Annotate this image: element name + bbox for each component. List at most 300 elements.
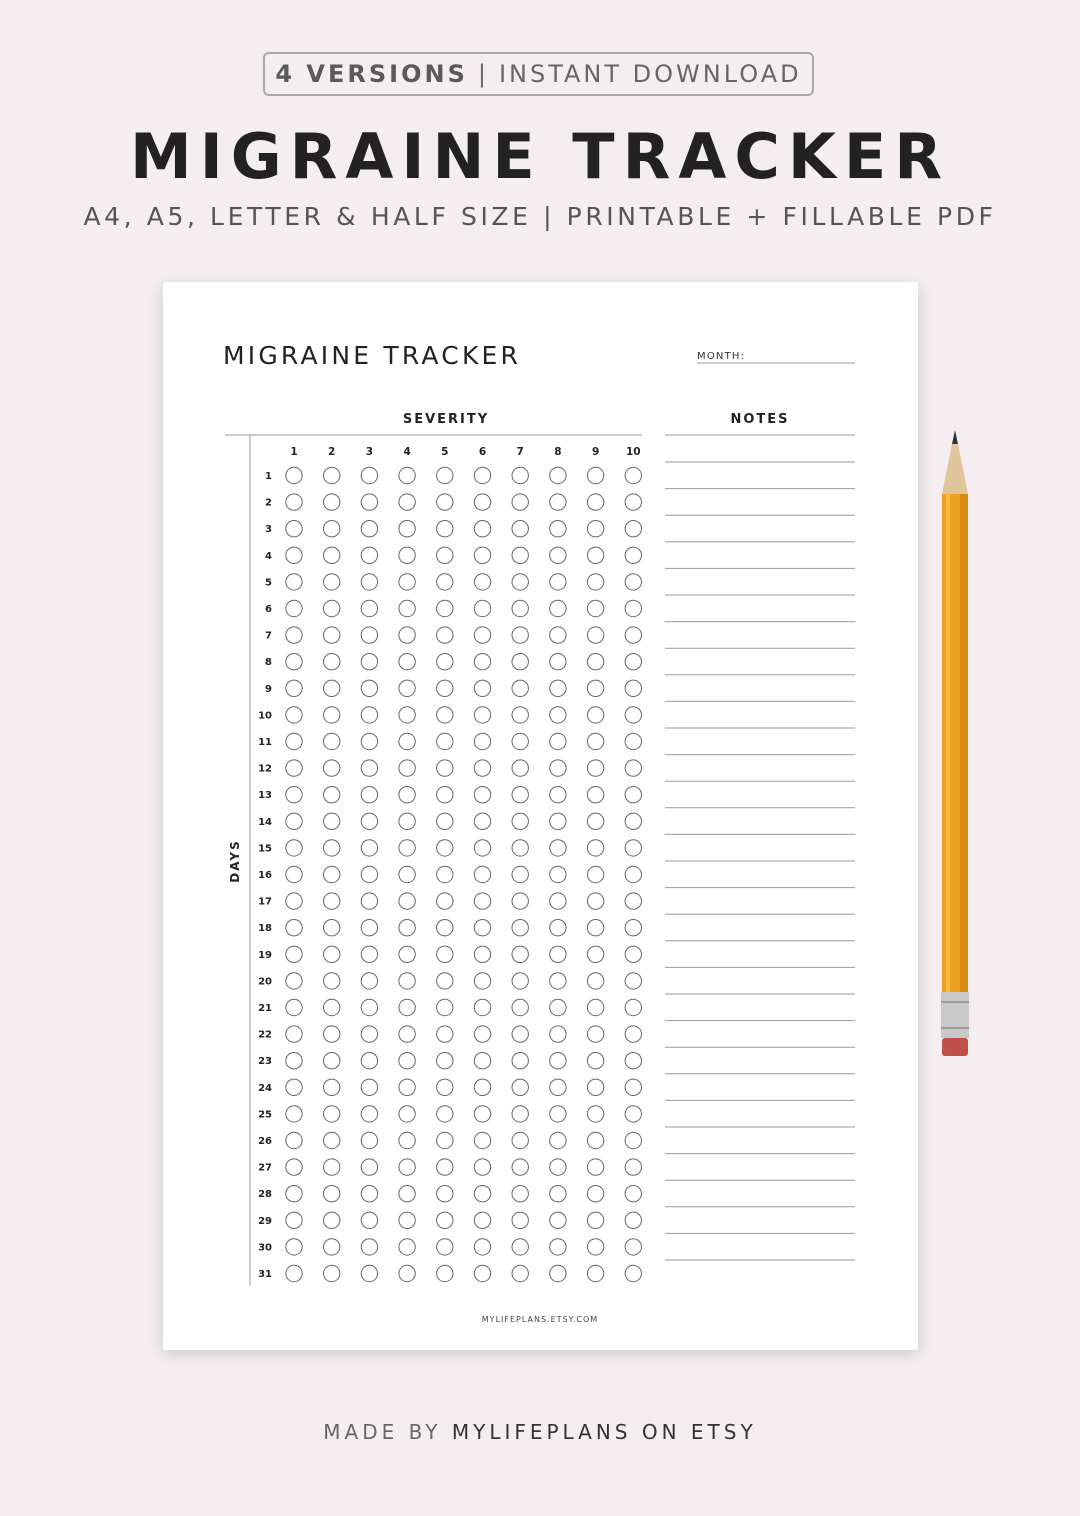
severity-circle[interactable] [587, 627, 603, 643]
severity-circle[interactable] [587, 1079, 603, 1095]
severity-circle[interactable] [587, 733, 603, 749]
severity-circle[interactable] [324, 893, 340, 909]
severity-circle[interactable] [512, 1186, 528, 1202]
severity-circle[interactable] [550, 973, 566, 989]
severity-circle[interactable] [286, 973, 302, 989]
severity-circle[interactable] [286, 574, 302, 590]
severity-circle[interactable] [474, 680, 490, 696]
severity-circle[interactable] [550, 547, 566, 563]
severity-circle[interactable] [399, 547, 415, 563]
severity-circle[interactable] [587, 707, 603, 723]
severity-circle[interactable] [399, 946, 415, 962]
severity-circle[interactable] [399, 1106, 415, 1122]
severity-circle[interactable] [625, 1212, 641, 1228]
severity-circle[interactable] [437, 654, 453, 670]
severity-circle[interactable] [625, 494, 641, 510]
severity-circle[interactable] [550, 999, 566, 1015]
severity-circle[interactable] [437, 1265, 453, 1281]
severity-circle[interactable] [361, 707, 377, 723]
severity-circle[interactable] [625, 946, 641, 962]
severity-circle[interactable] [512, 521, 528, 537]
severity-circle[interactable] [399, 920, 415, 936]
severity-circle[interactable] [286, 999, 302, 1015]
severity-circle[interactable] [587, 1265, 603, 1281]
severity-circle[interactable] [474, 1079, 490, 1095]
severity-circle[interactable] [550, 494, 566, 510]
severity-circle[interactable] [625, 680, 641, 696]
severity-circle[interactable] [361, 1186, 377, 1202]
severity-circle[interactable] [324, 574, 340, 590]
severity-circle[interactable] [512, 600, 528, 616]
severity-circle[interactable] [625, 840, 641, 856]
severity-circle[interactable] [625, 547, 641, 563]
severity-circle[interactable] [286, 1053, 302, 1069]
severity-circle[interactable] [550, 1106, 566, 1122]
severity-circle[interactable] [512, 1106, 528, 1122]
severity-circle[interactable] [361, 654, 377, 670]
severity-circle[interactable] [324, 1106, 340, 1122]
severity-circle[interactable] [474, 787, 490, 803]
severity-circle[interactable] [437, 999, 453, 1015]
severity-circle[interactable] [286, 1212, 302, 1228]
severity-circle[interactable] [474, 547, 490, 563]
severity-circle[interactable] [587, 654, 603, 670]
severity-circle[interactable] [474, 813, 490, 829]
severity-circle[interactable] [474, 946, 490, 962]
severity-circle[interactable] [512, 707, 528, 723]
severity-circle[interactable] [399, 1212, 415, 1228]
severity-circle[interactable] [324, 600, 340, 616]
severity-circle[interactable] [437, 1159, 453, 1175]
severity-circle[interactable] [286, 627, 302, 643]
severity-circle[interactable] [286, 707, 302, 723]
severity-circle[interactable] [324, 840, 340, 856]
severity-circle[interactable] [399, 813, 415, 829]
severity-circle[interactable] [550, 521, 566, 537]
severity-circle[interactable] [512, 1212, 528, 1228]
severity-circle[interactable] [399, 1079, 415, 1095]
severity-circle[interactable] [437, 733, 453, 749]
severity-circle[interactable] [361, 733, 377, 749]
severity-circle[interactable] [361, 1079, 377, 1095]
severity-circle[interactable] [550, 1079, 566, 1095]
severity-circle[interactable] [286, 813, 302, 829]
severity-circle[interactable] [437, 1079, 453, 1095]
severity-circle[interactable] [399, 494, 415, 510]
severity-circle[interactable] [474, 494, 490, 510]
severity-circle[interactable] [399, 866, 415, 882]
severity-circle[interactable] [286, 893, 302, 909]
severity-circle[interactable] [286, 494, 302, 510]
severity-circle[interactable] [550, 1265, 566, 1281]
severity-circle[interactable] [625, 920, 641, 936]
severity-circle[interactable] [512, 1239, 528, 1255]
severity-circle[interactable] [550, 1186, 566, 1202]
severity-circle[interactable] [361, 547, 377, 563]
severity-circle[interactable] [286, 1239, 302, 1255]
severity-circle[interactable] [286, 920, 302, 936]
severity-circle[interactable] [512, 999, 528, 1015]
severity-circle[interactable] [361, 600, 377, 616]
severity-circle[interactable] [286, 840, 302, 856]
severity-circle[interactable] [324, 973, 340, 989]
severity-circle[interactable] [399, 600, 415, 616]
severity-circle[interactable] [474, 840, 490, 856]
severity-circle[interactable] [625, 733, 641, 749]
severity-circle[interactable] [512, 733, 528, 749]
severity-circle[interactable] [324, 494, 340, 510]
severity-circle[interactable] [437, 1186, 453, 1202]
severity-circle[interactable] [625, 787, 641, 803]
severity-circle[interactable] [437, 574, 453, 590]
severity-circle[interactable] [361, 1239, 377, 1255]
severity-circle[interactable] [399, 627, 415, 643]
severity-circle[interactable] [587, 467, 603, 483]
severity-circle[interactable] [399, 760, 415, 776]
severity-circle[interactable] [324, 999, 340, 1015]
severity-circle[interactable] [550, 893, 566, 909]
severity-circle[interactable] [587, 1186, 603, 1202]
severity-circle[interactable] [587, 946, 603, 962]
severity-circle[interactable] [324, 1053, 340, 1069]
severity-circle[interactable] [474, 1159, 490, 1175]
severity-circle[interactable] [324, 680, 340, 696]
severity-circle[interactable] [550, 1159, 566, 1175]
severity-circle[interactable] [587, 973, 603, 989]
severity-circle[interactable] [399, 733, 415, 749]
severity-circle[interactable] [474, 1026, 490, 1042]
severity-circle[interactable] [361, 973, 377, 989]
severity-circle[interactable] [550, 1053, 566, 1069]
severity-circle[interactable] [625, 1265, 641, 1281]
severity-circle[interactable] [324, 1212, 340, 1228]
severity-circle[interactable] [324, 1132, 340, 1148]
severity-circle[interactable] [324, 760, 340, 776]
severity-circle[interactable] [286, 1026, 302, 1042]
severity-circle[interactable] [512, 1265, 528, 1281]
severity-circle[interactable] [324, 813, 340, 829]
severity-circle[interactable] [399, 1026, 415, 1042]
severity-circle[interactable] [587, 574, 603, 590]
severity-circle[interactable] [512, 946, 528, 962]
severity-circle[interactable] [587, 1132, 603, 1148]
severity-circle[interactable] [286, 760, 302, 776]
severity-circle[interactable] [286, 1265, 302, 1281]
severity-circle[interactable] [587, 680, 603, 696]
severity-circle[interactable] [361, 866, 377, 882]
severity-circle[interactable] [587, 1106, 603, 1122]
severity-circle[interactable] [550, 1212, 566, 1228]
severity-circle[interactable] [361, 1159, 377, 1175]
severity-circle[interactable] [399, 1159, 415, 1175]
severity-circle[interactable] [437, 1132, 453, 1148]
severity-circle[interactable] [625, 627, 641, 643]
severity-circle[interactable] [286, 600, 302, 616]
severity-circle[interactable] [286, 946, 302, 962]
severity-circle[interactable] [550, 654, 566, 670]
severity-circle[interactable] [512, 787, 528, 803]
severity-circle[interactable] [587, 866, 603, 882]
severity-circle[interactable] [324, 866, 340, 882]
severity-circle[interactable] [474, 893, 490, 909]
severity-circle[interactable] [625, 1132, 641, 1148]
severity-circle[interactable] [625, 1106, 641, 1122]
severity-circle[interactable] [625, 1186, 641, 1202]
severity-circle[interactable] [474, 1106, 490, 1122]
severity-circle[interactable] [324, 521, 340, 537]
severity-circle[interactable] [286, 787, 302, 803]
severity-circle[interactable] [512, 813, 528, 829]
severity-circle[interactable] [437, 946, 453, 962]
severity-circle[interactable] [361, 494, 377, 510]
severity-circle[interactable] [587, 920, 603, 936]
severity-circle[interactable] [437, 1239, 453, 1255]
severity-circle[interactable] [474, 707, 490, 723]
severity-circle[interactable] [437, 547, 453, 563]
severity-circle[interactable] [399, 467, 415, 483]
severity-circle[interactable] [512, 893, 528, 909]
severity-circle[interactable] [512, 973, 528, 989]
severity-circle[interactable] [324, 707, 340, 723]
severity-circle[interactable] [399, 521, 415, 537]
severity-circle[interactable] [474, 973, 490, 989]
severity-circle[interactable] [550, 946, 566, 962]
severity-circle[interactable] [361, 1132, 377, 1148]
severity-circle[interactable] [587, 760, 603, 776]
severity-circle[interactable] [361, 1053, 377, 1069]
severity-circle[interactable] [286, 547, 302, 563]
severity-circle[interactable] [399, 1132, 415, 1148]
severity-circle[interactable] [437, 866, 453, 882]
severity-circle[interactable] [550, 600, 566, 616]
severity-circle[interactable] [361, 760, 377, 776]
severity-circle[interactable] [550, 866, 566, 882]
severity-circle[interactable] [324, 547, 340, 563]
severity-circle[interactable] [399, 973, 415, 989]
severity-circle[interactable] [361, 521, 377, 537]
severity-circle[interactable] [587, 494, 603, 510]
severity-circle[interactable] [437, 1106, 453, 1122]
severity-circle[interactable] [512, 1159, 528, 1175]
severity-circle[interactable] [625, 467, 641, 483]
severity-circle[interactable] [324, 1159, 340, 1175]
severity-circle[interactable] [474, 1186, 490, 1202]
severity-circle[interactable] [512, 547, 528, 563]
severity-circle[interactable] [324, 467, 340, 483]
severity-circle[interactable] [437, 1212, 453, 1228]
severity-circle[interactable] [587, 547, 603, 563]
severity-circle[interactable] [625, 574, 641, 590]
severity-circle[interactable] [437, 1053, 453, 1069]
severity-circle[interactable] [587, 1053, 603, 1069]
severity-circle[interactable] [625, 813, 641, 829]
severity-circle[interactable] [361, 813, 377, 829]
severity-circle[interactable] [587, 1239, 603, 1255]
severity-circle[interactable] [550, 627, 566, 643]
severity-circle[interactable] [399, 1053, 415, 1069]
severity-circle[interactable] [550, 467, 566, 483]
severity-circle[interactable] [361, 1026, 377, 1042]
severity-circle[interactable] [625, 999, 641, 1015]
severity-circle[interactable] [550, 760, 566, 776]
severity-circle[interactable] [625, 1026, 641, 1042]
severity-circle[interactable] [399, 707, 415, 723]
severity-circle[interactable] [625, 1053, 641, 1069]
severity-circle[interactable] [437, 893, 453, 909]
severity-circle[interactable] [512, 1026, 528, 1042]
severity-circle[interactable] [474, 1132, 490, 1148]
severity-circle[interactable] [399, 680, 415, 696]
severity-circle[interactable] [587, 893, 603, 909]
severity-circle[interactable] [625, 1159, 641, 1175]
severity-circle[interactable] [550, 1239, 566, 1255]
severity-circle[interactable] [474, 866, 490, 882]
severity-circle[interactable] [437, 600, 453, 616]
severity-circle[interactable] [361, 920, 377, 936]
severity-circle[interactable] [474, 574, 490, 590]
severity-circle[interactable] [474, 1053, 490, 1069]
severity-circle[interactable] [625, 760, 641, 776]
severity-circle[interactable] [512, 1132, 528, 1148]
severity-circle[interactable] [361, 946, 377, 962]
severity-circle[interactable] [512, 680, 528, 696]
severity-circle[interactable] [437, 973, 453, 989]
severity-circle[interactable] [324, 627, 340, 643]
severity-circle[interactable] [512, 654, 528, 670]
severity-circle[interactable] [474, 999, 490, 1015]
severity-circle[interactable] [361, 893, 377, 909]
severity-circle[interactable] [550, 840, 566, 856]
severity-circle[interactable] [474, 1239, 490, 1255]
severity-circle[interactable] [437, 627, 453, 643]
severity-circle[interactable] [587, 1026, 603, 1042]
severity-circle[interactable] [625, 893, 641, 909]
severity-circle[interactable] [587, 840, 603, 856]
severity-circle[interactable] [361, 467, 377, 483]
severity-circle[interactable] [587, 1212, 603, 1228]
severity-circle[interactable] [474, 1265, 490, 1281]
severity-circle[interactable] [361, 574, 377, 590]
severity-circle[interactable] [512, 920, 528, 936]
severity-circle[interactable] [587, 813, 603, 829]
severity-circle[interactable] [286, 467, 302, 483]
severity-circle[interactable] [324, 946, 340, 962]
severity-circle[interactable] [474, 654, 490, 670]
severity-circle[interactable] [625, 521, 641, 537]
severity-circle[interactable] [474, 920, 490, 936]
severity-circle[interactable] [399, 999, 415, 1015]
severity-circle[interactable] [324, 1186, 340, 1202]
severity-circle[interactable] [361, 1212, 377, 1228]
severity-circle[interactable] [625, 654, 641, 670]
severity-circle[interactable] [550, 813, 566, 829]
severity-circle[interactable] [324, 1239, 340, 1255]
severity-circle[interactable] [474, 467, 490, 483]
severity-circle[interactable] [437, 787, 453, 803]
severity-circle[interactable] [437, 760, 453, 776]
severity-circle[interactable] [286, 1106, 302, 1122]
severity-circle[interactable] [361, 680, 377, 696]
severity-circle[interactable] [625, 1079, 641, 1095]
severity-circle[interactable] [550, 680, 566, 696]
severity-circle[interactable] [324, 787, 340, 803]
severity-circle[interactable] [512, 467, 528, 483]
severity-circle[interactable] [512, 760, 528, 776]
severity-circle[interactable] [550, 1026, 566, 1042]
severity-circle[interactable] [361, 999, 377, 1015]
severity-circle[interactable] [512, 1053, 528, 1069]
severity-circle[interactable] [324, 1026, 340, 1042]
severity-circle[interactable] [512, 840, 528, 856]
severity-circle[interactable] [286, 1186, 302, 1202]
severity-circle[interactable] [437, 680, 453, 696]
severity-circle[interactable] [437, 467, 453, 483]
severity-circle[interactable] [361, 840, 377, 856]
severity-circle[interactable] [324, 1079, 340, 1095]
severity-circle[interactable] [324, 733, 340, 749]
severity-circle[interactable] [625, 707, 641, 723]
severity-circle[interactable] [550, 733, 566, 749]
severity-circle[interactable] [399, 893, 415, 909]
severity-circle[interactable] [324, 920, 340, 936]
severity-circle[interactable] [361, 1265, 377, 1281]
severity-circle[interactable] [512, 627, 528, 643]
severity-circle[interactable] [286, 654, 302, 670]
severity-circle[interactable] [437, 920, 453, 936]
severity-circle[interactable] [625, 600, 641, 616]
severity-circle[interactable] [437, 707, 453, 723]
severity-circle[interactable] [474, 521, 490, 537]
severity-circle[interactable] [399, 654, 415, 670]
severity-circle[interactable] [587, 999, 603, 1015]
severity-circle[interactable] [474, 1212, 490, 1228]
severity-circle[interactable] [550, 1132, 566, 1148]
severity-circle[interactable] [512, 494, 528, 510]
severity-circle[interactable] [399, 574, 415, 590]
severity-circle[interactable] [399, 1186, 415, 1202]
severity-circle[interactable] [625, 1239, 641, 1255]
severity-circle[interactable] [286, 521, 302, 537]
severity-circle[interactable] [437, 1026, 453, 1042]
severity-circle[interactable] [625, 973, 641, 989]
severity-circle[interactable] [625, 866, 641, 882]
severity-circle[interactable] [437, 521, 453, 537]
severity-circle[interactable] [399, 787, 415, 803]
severity-circle[interactable] [286, 1159, 302, 1175]
severity-circle[interactable] [437, 840, 453, 856]
severity-circle[interactable] [286, 1132, 302, 1148]
severity-circle[interactable] [550, 707, 566, 723]
severity-circle[interactable] [399, 1265, 415, 1281]
severity-circle[interactable] [286, 866, 302, 882]
severity-circle[interactable] [587, 521, 603, 537]
severity-circle[interactable] [474, 600, 490, 616]
severity-circle[interactable] [587, 600, 603, 616]
severity-circle[interactable] [512, 1079, 528, 1095]
severity-circle[interactable] [550, 920, 566, 936]
severity-circle[interactable] [474, 733, 490, 749]
severity-circle[interactable] [587, 1159, 603, 1175]
severity-circle[interactable] [324, 1265, 340, 1281]
severity-circle[interactable] [550, 574, 566, 590]
severity-circle[interactable] [437, 813, 453, 829]
severity-circle[interactable] [324, 654, 340, 670]
severity-circle[interactable] [286, 680, 302, 696]
severity-circle[interactable] [361, 787, 377, 803]
severity-circle[interactable] [286, 733, 302, 749]
severity-circle[interactable] [437, 494, 453, 510]
severity-circle[interactable] [550, 787, 566, 803]
